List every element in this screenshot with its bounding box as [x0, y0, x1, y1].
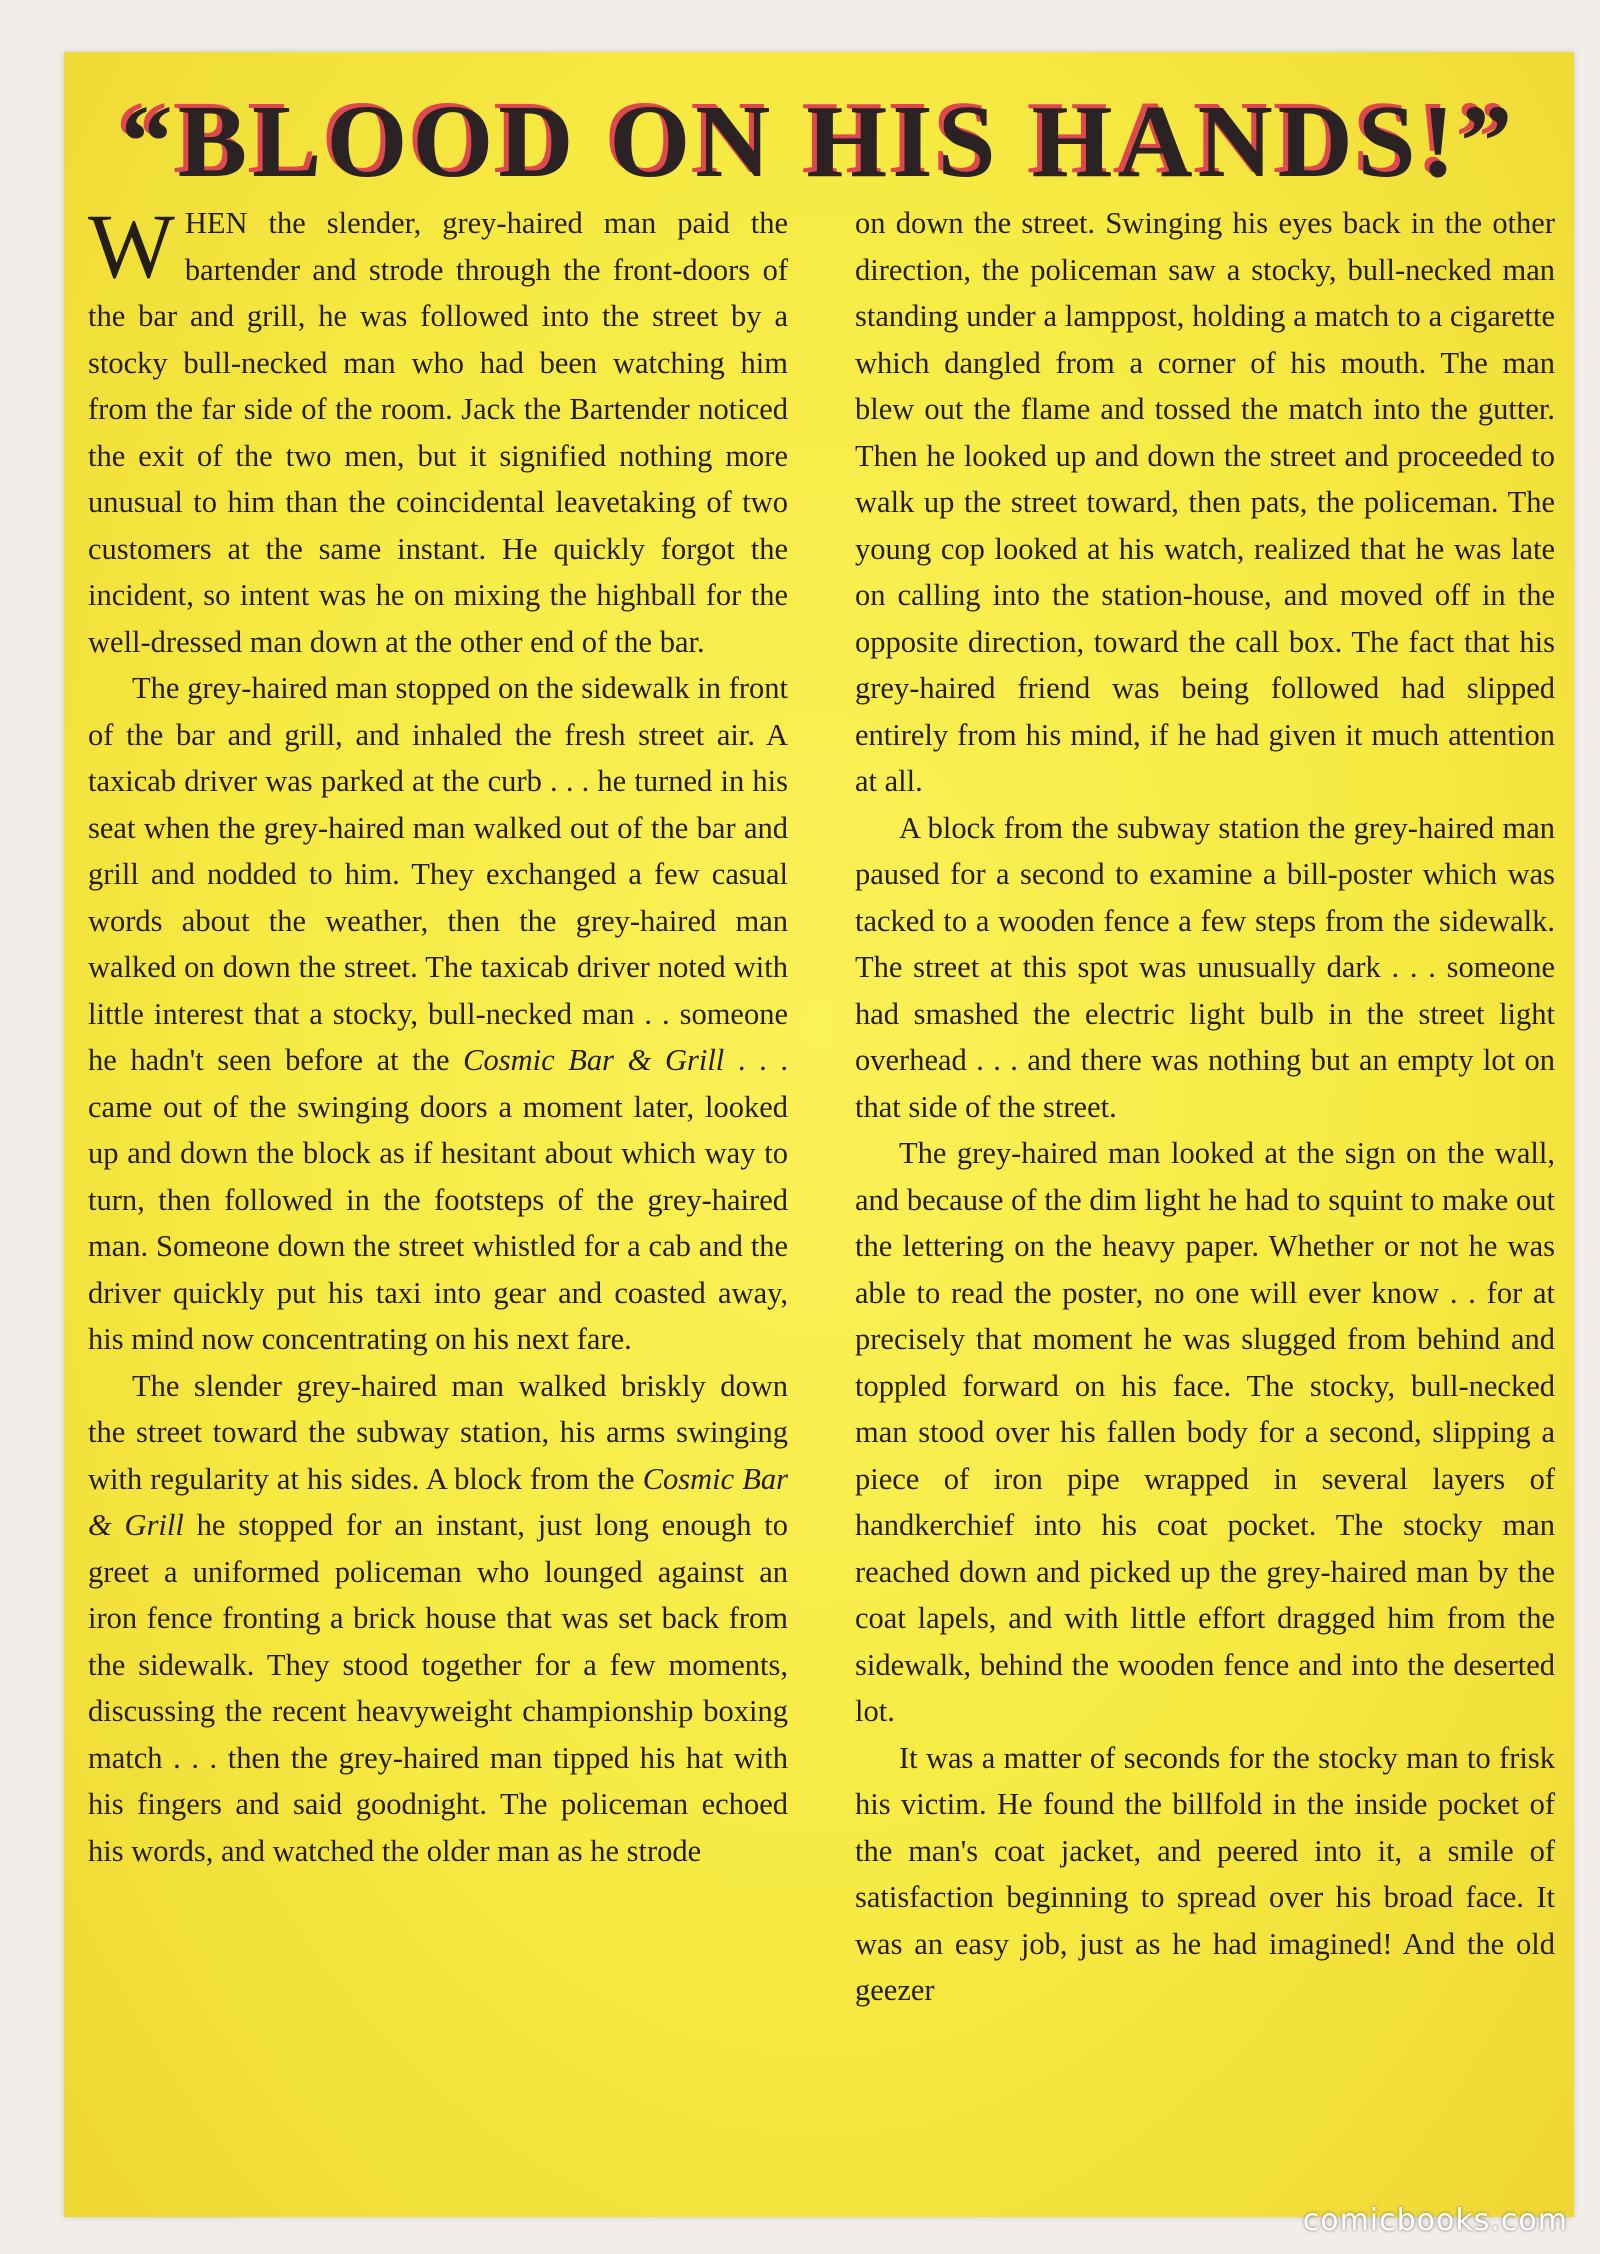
paragraph-1-text: HEN the slender, grey-haired man paid the bartender and strode through the front-doors of the bar and grill, he was followed into the street by a stocky bull-necked man who had been watching him from the far side of the room. Jack the Bartender noticed the exit of the two men, but it signified nothing more unusual to him than the coincidental leavetaking of two customers at the same instant. He quickly forgot the incident, so intent was he on mixing the highball for the well-dressed man down at the other end of the bar. — [88, 206, 788, 659]
text-column-left — [88, 195, 789, 1874]
site-watermark: comicbooks.com — [1302, 2203, 1568, 2238]
paragraph-3-text-a: The slender grey-haired man walked briskly down the street toward the subway station, his arms swinging with regularity at his sides. A block from the — [88, 1368, 788, 1496]
paragraph-7: It was a matter of seconds for the stocky man to frisk his victim. He found the billfold in the inside pocket of the man's coat jacket, and peered into it, a smile of satisfaction beginning to spread over his broad face. It was an easy job, just as he had imagined! And the old geezer — [855, 1740, 1555, 2007]
text-column-right — [855, 200, 1555, 2014]
story-page — [64, 52, 1574, 2217]
paragraph-3 — [88, 1363, 788, 1875]
paragraph-2-text-a: The grey-haired man stopped on the sidewalk in front of the bar and grill, and inhaled the fresh street air. A taxicab driver was parked at the curb . . . he turned in his seat when the grey-haired man walked out of the bar and grill and nodded to him. They exchanged a few casual words about the weather, then the grey-haired man walked on down the street. The taxicab driver noted with little interest that a stocky, bull-necked man . . someone he hadn't seen before at the — [88, 671, 788, 1077]
drop-cap: W — [88, 195, 175, 297]
story-title: “BLOOD ON HIS HANDS!” — [120, 84, 1518, 199]
paragraph-6: The grey-haired man looked at the sign on the wall, and because of the dim light he had to squint to make out the lettering on the heavy paper. Whether or not he was able to read the poster, no one will ever know . . for at precisely that moment he was slugged from behind and toppled forward on his face. The stocky, bull-necked man stood over his fallen body for a second, slipping a piece of iron pipe wrapped in several layers of handkerchief into his coat pocket. The stocky man reached down and picked up the grey-haired man by the coat lapels, and with little effort dragged him from the sidewalk, behind the wooden fence and into the deserted lot. — [855, 1136, 1555, 1728]
paragraph-3-text-b: he stopped for an instant, just long enough to greet a uniformed policeman who lounged against an iron fence fronting a brick house that was set back from the sidewalk. They stood together for a few moments, discussing the recent heavyweight championship boxing match . . . then the grey-haired man tipped his hat with his fingers and said goodnight. The policeman echoed his words, and watched the older man as he strode — [88, 1508, 788, 1868]
paragraph-1 — [88, 195, 788, 665]
paragraph-4: on down the street. Swinging his eyes back in the other direction, the policeman saw a stocky, bull-necked man standing under a lamppost, holding a match to a cigarette which dangled from a corner of his mouth. The man blew out the flame and tossed the match into the gutter. Then he looked up and down the street and proceeded to walk up the street toward, then pats, the policeman. The young cop looked at his watch, realized that he was late on calling into the station-house, and moved off in the opposite direction, toward the call box. The fact that his grey-haired friend was being followed had slipped entirely from his mind, if he had given it much attention at all. — [855, 206, 1555, 798]
paragraph-5: A block from the subway station the grey-haired man paused for a second to examine a bill-poster which was tacked to a wooden fence a few steps from the sidewalk. The street at this spot was unusually dark . . . someone had smashed the electric light bulb in the street light overhead . . . and there was nothing but an empty lot on that side of the street. — [855, 810, 1555, 1124]
bar-name: Cosmic Bar & Grill — [463, 1043, 725, 1077]
paragraph-2 — [88, 665, 788, 1363]
bar-name: Cosmic Bar & Grill — [88, 1461, 789, 1542]
paragraph-2-text-b: . . . came out of the swinging doors a moment later, looked up and down the block as if hesitant about which way to turn, then followed in the footsteps of the grey-haired man. Someone down the street whistled for a cab and the driver quickly put his taxi into gear and coasted away, his mind now concentrating on his next fare. — [88, 1043, 789, 1356]
